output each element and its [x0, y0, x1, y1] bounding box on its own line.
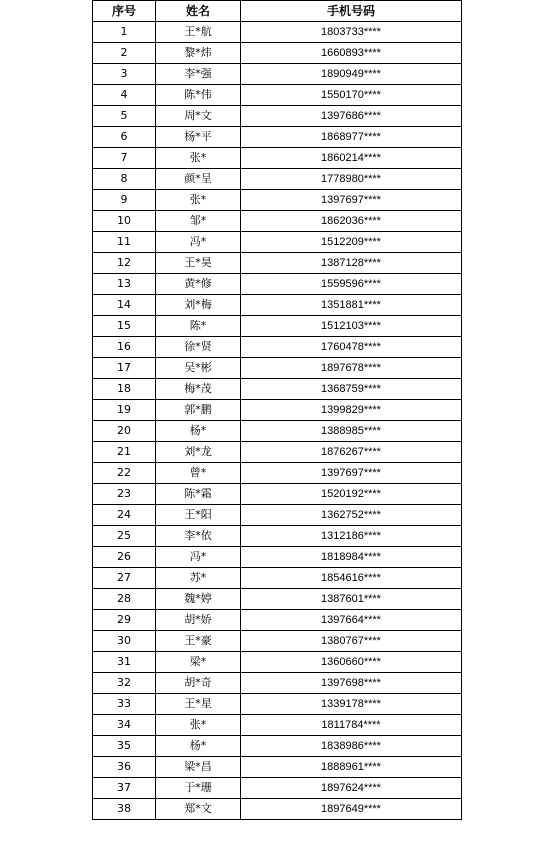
table-row: [93, 484, 462, 505]
cell-phone: 1397664****: [241, 610, 462, 631]
cell-index: 9: [93, 190, 156, 211]
cell-index: 22: [93, 463, 156, 484]
cell-name: 刘*龙: [156, 442, 241, 463]
table-row: [93, 43, 462, 64]
table-row: [93, 169, 462, 190]
cell-index: 27: [93, 568, 156, 589]
cell-index: 8: [93, 169, 156, 190]
cell-phone: 1388985****: [241, 421, 462, 442]
cell-phone: 1399829****: [241, 400, 462, 421]
header-row: [93, 1, 462, 22]
cell-name: 王*星: [156, 694, 241, 715]
cell-name: 周*文: [156, 106, 241, 127]
table-row: [93, 799, 462, 820]
cell-name: 张*: [156, 715, 241, 736]
cell-name: 冯*: [156, 232, 241, 253]
cell-name: 杨*: [156, 421, 241, 442]
cell-index: 19: [93, 400, 156, 421]
cell-name: 胡*娇: [156, 610, 241, 631]
cell-index: 36: [93, 757, 156, 778]
roster-body: [93, 22, 462, 820]
cell-phone: 1559596****: [241, 274, 462, 295]
cell-index: 16: [93, 337, 156, 358]
table-row: [93, 85, 462, 106]
cell-phone: 1512209****: [241, 232, 462, 253]
cell-name: 郑*文: [156, 799, 241, 820]
cell-name: 苏*: [156, 568, 241, 589]
cell-name: 王*昊: [156, 253, 241, 274]
cell-name: 梁*: [156, 652, 241, 673]
table-row: [93, 463, 462, 484]
cell-name: 杨*平: [156, 127, 241, 148]
cell-name: 李*强: [156, 64, 241, 85]
table-row: [93, 232, 462, 253]
cell-name: 陈*伟: [156, 85, 241, 106]
cell-index: 18: [93, 379, 156, 400]
cell-phone: 1818984****: [241, 547, 462, 568]
cell-index: 26: [93, 547, 156, 568]
cell-phone: 1838986****: [241, 736, 462, 757]
table-row: [93, 148, 462, 169]
cell-index: 31: [93, 652, 156, 673]
cell-name: 梁*昌: [156, 757, 241, 778]
cell-name: 胡*奇: [156, 673, 241, 694]
cell-name: 于*珊: [156, 778, 241, 799]
cell-phone: 1387128****: [241, 253, 462, 274]
column-header-index: 序号: [93, 1, 156, 22]
cell-phone: 1339178****: [241, 694, 462, 715]
cell-phone: 1860214****: [241, 148, 462, 169]
cell-index: 37: [93, 778, 156, 799]
cell-index: 3: [93, 64, 156, 85]
table-row: [93, 547, 462, 568]
table-row: [93, 673, 462, 694]
table-row: [93, 316, 462, 337]
table-row: [93, 379, 462, 400]
cell-phone: 1397698****: [241, 673, 462, 694]
cell-phone: 1368759****: [241, 379, 462, 400]
cell-name: 黎*炜: [156, 43, 241, 64]
table-row: [93, 757, 462, 778]
cell-name: 郭*鹏: [156, 400, 241, 421]
cell-index: 17: [93, 358, 156, 379]
table-row: [93, 22, 462, 43]
cell-index: 20: [93, 421, 156, 442]
table-row: [93, 631, 462, 652]
cell-index: 15: [93, 316, 156, 337]
table-row: [93, 337, 462, 358]
cell-phone: 1397686****: [241, 106, 462, 127]
cell-index: 38: [93, 799, 156, 820]
cell-phone: 1803733****: [241, 22, 462, 43]
cell-name: 吴*彬: [156, 358, 241, 379]
table-row: [93, 652, 462, 673]
cell-phone: 1888961****: [241, 757, 462, 778]
cell-index: 11: [93, 232, 156, 253]
cell-index: 30: [93, 631, 156, 652]
table-row: [93, 211, 462, 232]
cell-index: 4: [93, 85, 156, 106]
roster-table: [92, 0, 462, 820]
cell-phone: 1550170****: [241, 85, 462, 106]
cell-phone: 1360660****: [241, 652, 462, 673]
table-row: [93, 400, 462, 421]
cell-phone: 1387601****: [241, 589, 462, 610]
cell-phone: 1397697****: [241, 190, 462, 211]
cell-index: 7: [93, 148, 156, 169]
cell-index: 28: [93, 589, 156, 610]
cell-index: 34: [93, 715, 156, 736]
cell-index: 24: [93, 505, 156, 526]
table-row: [93, 505, 462, 526]
cell-index: 25: [93, 526, 156, 547]
cell-name: 王*阳: [156, 505, 241, 526]
cell-phone: 1362752****: [241, 505, 462, 526]
cell-phone: 1660893****: [241, 43, 462, 64]
cell-name: 张*: [156, 190, 241, 211]
cell-index: 6: [93, 127, 156, 148]
cell-index: 14: [93, 295, 156, 316]
cell-index: 35: [93, 736, 156, 757]
cell-phone: 1397697****: [241, 463, 462, 484]
cell-phone: 1512103****: [241, 316, 462, 337]
cell-phone: 1380767****: [241, 631, 462, 652]
cell-index: 23: [93, 484, 156, 505]
cell-phone: 1862036****: [241, 211, 462, 232]
cell-index: 10: [93, 211, 156, 232]
cell-phone: 1897649****: [241, 799, 462, 820]
cell-name: 陈*: [156, 316, 241, 337]
cell-name: 黄*修: [156, 274, 241, 295]
table-row: [93, 274, 462, 295]
cell-name: 杨*: [156, 736, 241, 757]
table-row: [93, 190, 462, 211]
cell-name: 邹*: [156, 211, 241, 232]
cell-index: 33: [93, 694, 156, 715]
cell-phone: 1854616****: [241, 568, 462, 589]
cell-phone: 1778980****: [241, 169, 462, 190]
table-row: [93, 526, 462, 547]
cell-name: 王*豪: [156, 631, 241, 652]
cell-index: 12: [93, 253, 156, 274]
cell-phone: 1520192****: [241, 484, 462, 505]
cell-name: 张*: [156, 148, 241, 169]
cell-name: 刘*梅: [156, 295, 241, 316]
table-row: [93, 421, 462, 442]
cell-index: 29: [93, 610, 156, 631]
cell-name: 曾*: [156, 463, 241, 484]
table-row: [93, 253, 462, 274]
table-row: [93, 589, 462, 610]
cell-name: 陈*霜: [156, 484, 241, 505]
column-header-phone: 手机号码: [241, 1, 462, 22]
table-row: [93, 106, 462, 127]
cell-index: 32: [93, 673, 156, 694]
cell-name: 魏*婷: [156, 589, 241, 610]
column-header-name: 姓名: [156, 1, 241, 22]
cell-phone: 1897678****: [241, 358, 462, 379]
cell-phone: 1760478****: [241, 337, 462, 358]
cell-phone: 1890949****: [241, 64, 462, 85]
cell-phone: 1876267****: [241, 442, 462, 463]
cell-phone: 1351881****: [241, 295, 462, 316]
cell-name: 王*航: [156, 22, 241, 43]
cell-index: 21: [93, 442, 156, 463]
table-row: [93, 358, 462, 379]
table-row: [93, 715, 462, 736]
cell-phone: 1897624****: [241, 778, 462, 799]
table-row: [93, 295, 462, 316]
cell-name: 冯*: [156, 547, 241, 568]
cell-index: 1: [93, 22, 156, 43]
cell-name: 颜*呈: [156, 169, 241, 190]
table-row: [93, 778, 462, 799]
cell-name: 徐*贤: [156, 337, 241, 358]
table-row: [93, 736, 462, 757]
cell-index: 13: [93, 274, 156, 295]
cell-phone: 1811784****: [241, 715, 462, 736]
table-row: [93, 64, 462, 85]
table-row: [93, 442, 462, 463]
table-row: [93, 568, 462, 589]
cell-index: 2: [93, 43, 156, 64]
table-row: [93, 127, 462, 148]
cell-phone: 1312186****: [241, 526, 462, 547]
cell-index: 5: [93, 106, 156, 127]
cell-phone: 1868977****: [241, 127, 462, 148]
table-row: [93, 610, 462, 631]
cell-name: 李*依: [156, 526, 241, 547]
table-row: [93, 694, 462, 715]
cell-name: 梅*茂: [156, 379, 241, 400]
